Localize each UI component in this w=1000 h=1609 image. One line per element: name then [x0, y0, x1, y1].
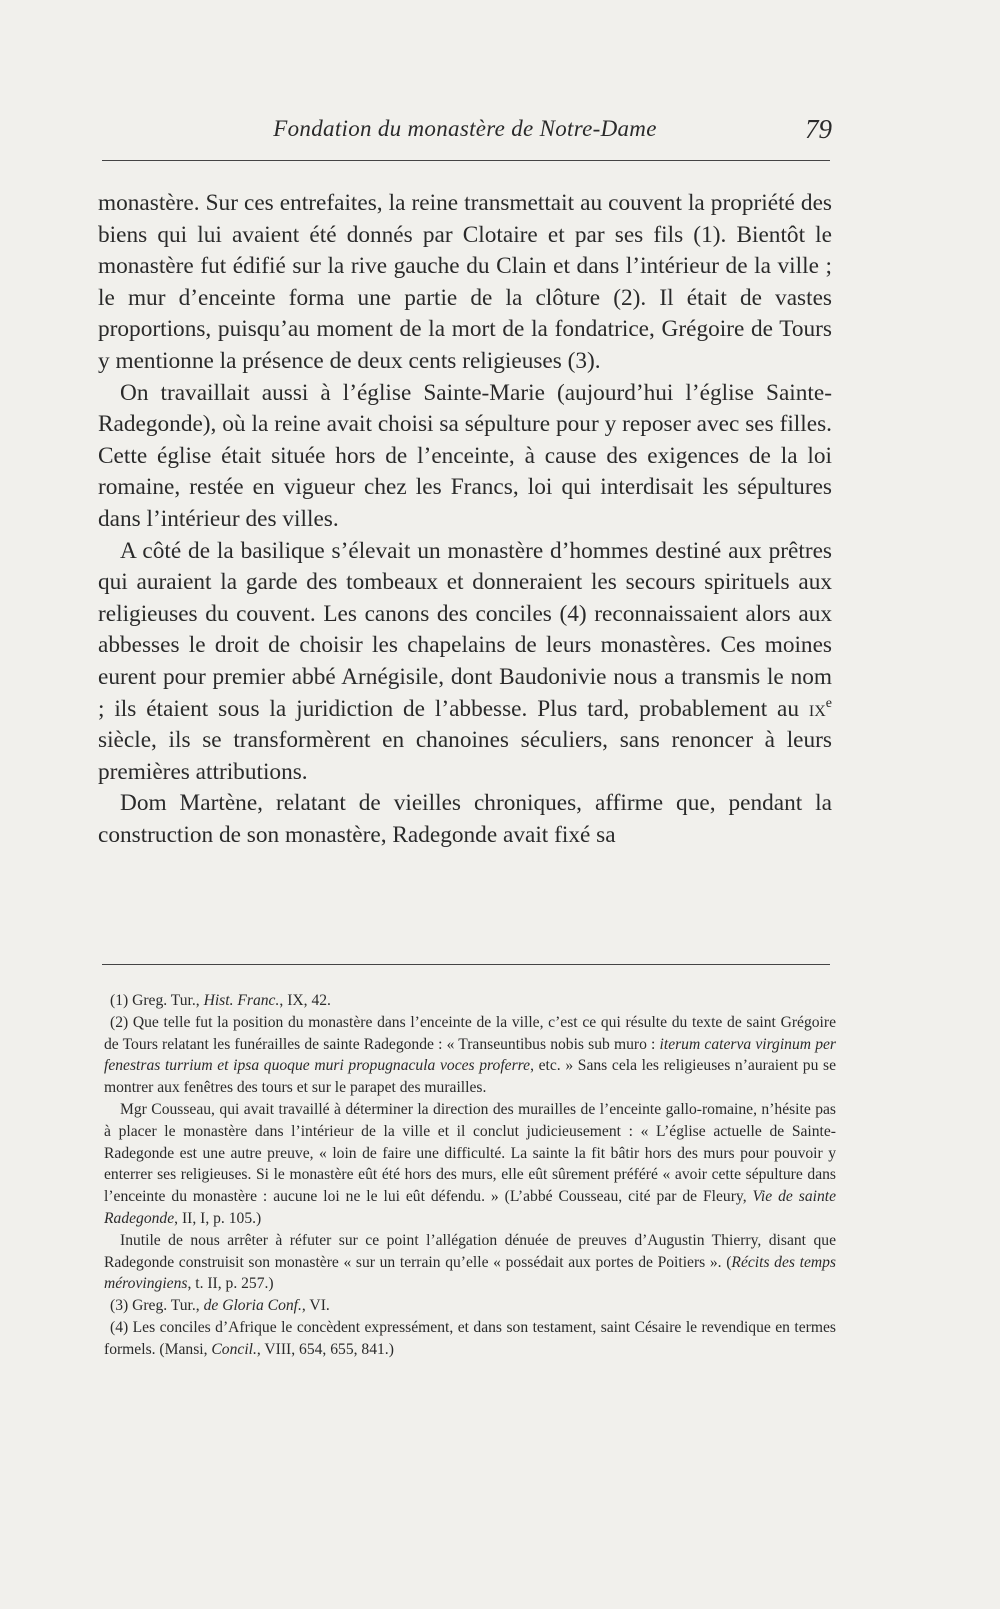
paragraph-3-text-b: siècle, ils se transformèrent en chanoines séculiers, sans renoncer à leurs premières attributions.: [98, 727, 832, 785]
running-header: [98, 112, 832, 152]
paragraph-3-text-a: A côté de la basilique s’élevait un monastère d’hommes destiné aux prêtres qui auraient la garde des tombeaux et donneraient les secours spirituels aux religieuses du couvent. Les canons des conciles (4) reconnaissaient alors aux abbesses le droit de choisir les chapelains de leurs monastères. Ces moines eurent pour premier abbé Arnégisile, dont Baudonivie nous a transmis le nom ; ils étaient sous la juridiction de l’abbesse. Plus tard, probablement au: [98, 537, 832, 722]
footnote-1-text: (1) Greg. Tur.,: [110, 992, 204, 1009]
footnote-3-title: de Gloria Conf.: [203, 1297, 302, 1315]
footnote-4: [104, 1317, 836, 1361]
footnote-4-text: (4) Les conciles d’Afrique le concèdent expressément, et dans son testament, saint Césaire le revendique en termes formels. (Mansi,: [104, 1318, 836, 1358]
footnote-2-cousseau-text: Mgr Cousseau, qui avait travaillé à déterminer la direction des murailles de l’enceinte gallo-romaine, n’hésite pas à placer le monastère dans l’intérieur de la ville et il conclut judicieusement : « L’église actuelle de Sainte-Radegonde est une autre preuve, « loin de faire une difficulté. La sainte la fit bâtir hors des murs pour pouvoir y enterrer ses religieuses. Si le monastère eût été hors des murs, elle eût sûrement préféré « avoir cette sépulture dans l’enceinte du monastère : aucune loi ne le lui eût défendu. » (L’abbé Cousseau, cité par de Fleury,: [104, 1100, 836, 1206]
main-text: [98, 188, 832, 851]
footnote-4-title: Concil.: [211, 1340, 257, 1358]
running-title: Fondation du monastère de Notre-Dame: [273, 116, 657, 141]
footnote-2: [104, 1012, 836, 1099]
footnote-2-cousseau: [104, 1099, 836, 1230]
footnote-2-thierry-text: Inutile de nous arrêter à réfuter sur ce point l’allégation dénuée de preuves d’Augustin Thierry, disant que Radegonde construisit son monastère « sur un terrain qu’elle « possédait aux portes de Poitiers ». (: [104, 1231, 836, 1271]
paragraph-1: monastère. Sur ces entrefaites, la reine transmettait au couvent la propriété des biens qui lui avaient été donnés par Clotaire et par ses fils (1). Bientôt le monastère fut édifié sur la rive gauche du Clain et dans l’intérieur de la ville ; le mur d’enceinte forma une partie de la clôture (2). Il était de vastes proportions, puisqu’au moment de la mort de la fondatrice, Grégoire de Tours y mentionne la présence de deux cents religieuses (3).: [98, 190, 832, 374]
paragraph-3: [98, 536, 832, 789]
footnote-2-thierry-title: Récits des temps mérovingiens: [104, 1253, 836, 1293]
footnote-1-title: Hist. Franc.: [203, 992, 280, 1009]
footnote-1-ref: , IX, 42.: [279, 992, 331, 1009]
footnotes: [104, 990, 836, 1361]
footnote-2-thierry-ref: , t. II, p. 257.): [187, 1275, 274, 1293]
footnote-3: [104, 1295, 836, 1317]
footnote-2-thierry: [104, 1230, 836, 1295]
footnote-2-text: (2) Que telle fut la position du monastère dans l’enceinte de la ville, c’est ce qui résulte du texte de saint Grégoire de Tours relatant les funérailles de sainte Radegonde : « Transeuntibus nobis sub muro :: [104, 1013, 836, 1053]
page-number: 79: [805, 114, 832, 144]
paragraph-2: On travaillait aussi à l’église Sainte-Marie (aujourd’hui l’église Sainte-Radegonde), où la reine avait choisi sa sépulture pour y reposer avec ses filles. Cette église était située hors de l’enceinte, à cause des exigences de la loi romaine, restée en vigueur chez les Francs, loi qui interdisait les sépultures dans l’intérieur des villes.: [98, 379, 832, 532]
paragraph-4: Dom Martène, relatant de vieilles chroniques, affirme que, pendant la construction de son monastère, Radegonde avait fixé sa: [98, 790, 832, 848]
footnote-4-ref: , VIII, 654, 655, 841.): [256, 1340, 394, 1358]
century-numeral: ix: [808, 695, 826, 722]
footnote-2-cousseau-title: Vie de sainte Radegonde: [104, 1188, 836, 1227]
footnote-rule: [102, 964, 830, 965]
header-rule: [102, 160, 830, 161]
footnote-3-text: (3) Greg. Tur.,: [110, 1297, 204, 1315]
footnote-2-quote: iterum caterva virginum per fenestras turrium et ipsa quoque muri propugnacula voces proferre: [104, 1035, 836, 1075]
footnote-2-cousseau-ref: , II, I, p. 105.): [174, 1209, 262, 1227]
century-superscript: e: [825, 695, 832, 711]
footnote-1: [104, 990, 836, 1012]
footnote-2-text-end: , etc. » Sans cela les religieuses n’auraient pu se montrer aux fenêtres des tours et sur le parapet des murailles.: [104, 1057, 836, 1097]
footnote-3-ref: , VI.: [301, 1297, 330, 1315]
